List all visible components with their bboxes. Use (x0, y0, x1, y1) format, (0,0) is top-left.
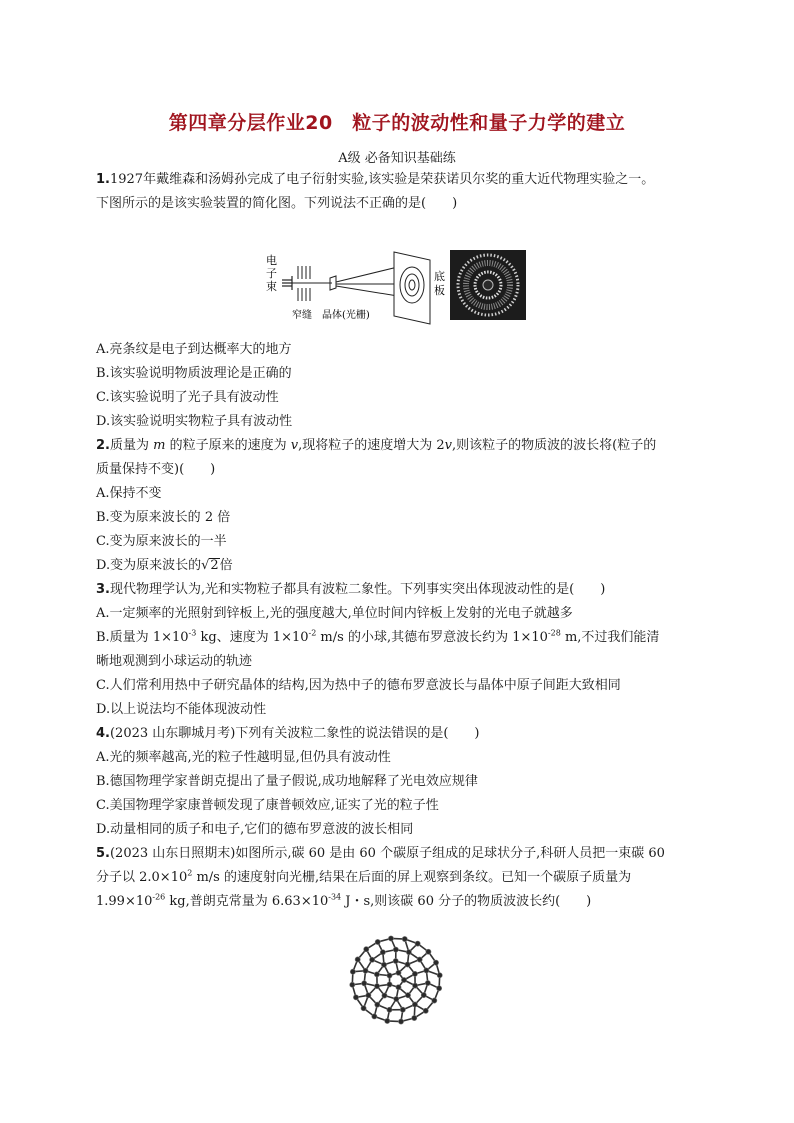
c60-atom (412, 971, 417, 976)
c60-atom (372, 1014, 377, 1019)
q3-option-d: D.以上说法均不能体现波动性 (96, 702, 267, 717)
q4-option-d: D.动量相同的质子和电子,它们的德布罗意波的波长相同 (96, 822, 414, 837)
q2-option-d: D.变为原来波长的√2倍 (96, 558, 233, 573)
c60-atom (393, 958, 398, 963)
c60-atom (353, 995, 358, 1000)
c60-atom (387, 1007, 392, 1012)
c60-atom (400, 1007, 405, 1012)
screen-plate (394, 252, 430, 324)
q4-stem (96, 724, 480, 744)
q5-stem-text: J・s,则该碳 60 分子的物质波波长约( ) (341, 894, 592, 909)
c60-atom (396, 970, 401, 975)
c60-atom (381, 962, 386, 967)
q5-stem-line3 (96, 892, 591, 912)
fig-label-base1: 底 (434, 270, 445, 283)
q1-stem-line1 (96, 170, 654, 190)
q2-var-v: v (444, 438, 452, 453)
c60-atom (401, 977, 406, 982)
c60-atom (402, 936, 407, 941)
c60-atom (393, 947, 398, 952)
q3-stem-text: 现代物理学认为,光和实物粒子都具有波粒二象性。下列事实突出体现波动性的是( ) (109, 582, 606, 597)
exponent: 2 (187, 868, 193, 878)
q3-number: 3. (96, 582, 110, 597)
c60-atom (382, 993, 387, 998)
q1-stem-line2: 下图所示的是该实验装置的简化图。下列说法不正确的是( ) (96, 196, 458, 211)
c60-atom (413, 983, 418, 988)
c60-atom (388, 936, 393, 941)
q4-number: 4. (96, 726, 110, 741)
c60-atom (396, 985, 401, 990)
c60-atom (412, 1015, 417, 1020)
q5-stem-text: (2023 山东日照期末)如图所示,碳 60 是由 60 个碳原子组成的足球状分子,科研人员把一束碳 60 (109, 846, 665, 861)
c60-atom (426, 949, 431, 954)
fig-label-electron1: 电 (266, 254, 277, 267)
c60-atom (362, 981, 367, 986)
q1-option-c: C.该实验说明了光子具有波动性 (96, 390, 279, 405)
c60-atom (417, 957, 422, 962)
q5-stem-line2 (96, 868, 631, 888)
fig-label-electron2: 子 (266, 267, 277, 280)
q2-stem-text: ,现将粒子的速度增大为 2 (298, 438, 445, 453)
q3-optb-text: B.质量为 1×10 (96, 630, 189, 645)
q5-stem-text: kg,普朗克常量为 6.63×10 (165, 894, 329, 909)
exponent: -3 (188, 628, 197, 638)
q2-optd-text: D.变为原来波长的 (96, 558, 202, 573)
c60-atom (363, 968, 368, 973)
q3-optb-text: m,不过我们能清 (560, 630, 660, 645)
exponent: -2 (308, 628, 317, 638)
q2-stem-text: 质量为 (109, 438, 154, 453)
q3-option-b-line2: 晰地观测到小球运动的轨迹 (96, 654, 253, 669)
q2-optd-text: 倍 (219, 558, 233, 573)
c60-atom (433, 960, 438, 965)
q5-stem-text: m/s 的速度射向光栅,结果在后面的屏上观察到条纹。已知一个碳原子质量为 (192, 870, 632, 885)
fig-label-crystal: 晶体(光栅) (322, 310, 370, 321)
exponent: -34 (328, 892, 342, 902)
c60-atom (375, 939, 380, 944)
electron-gun (282, 276, 292, 290)
fig-label-base2: 板 (434, 284, 445, 297)
c60-atom (350, 982, 355, 987)
q2-stem-text: ,则该粒子的物质波的波长将(粒子的 (451, 438, 657, 453)
q4-option-b: B.德国物理学家普朗克提出了量子假说,成功地解释了光电效应规律 (96, 774, 478, 789)
c60-atom (374, 984, 379, 989)
c60-atom (385, 1018, 390, 1023)
q1-stem1: 1927年戴维森和汤姆孙完成了电子衍射实验,该实验是荣获诺贝尔奖的重大近代物理实验之一。 (109, 172, 655, 187)
fig-label-slit: 窄缝 (292, 310, 312, 321)
c60-molecule-figure (344, 930, 448, 1030)
c60-atom (350, 969, 355, 974)
q2-var-m: m (153, 438, 166, 453)
q5-stem-line1 (96, 844, 665, 864)
q3-option-c: C.人们常利用热中子研究晶体的结构,因为热中子的德布罗意波长与晶体中原子间距大致相同 (96, 678, 621, 693)
q2-option-b: B.变为原来波长的 2 倍 (96, 510, 231, 525)
c60-atom (355, 957, 360, 962)
c60-atom (387, 973, 392, 978)
c60-atom (380, 950, 385, 955)
q4-option-c: C.美国物理学家康普顿发现了康普顿效应,证实了光的粒子性 (96, 798, 439, 813)
section-level: A级 必备知识基础练 (338, 151, 456, 166)
q3-option-a: A.一定频率的光照射到锌板上,光的强度越大,单位时间内锌板上发射的光电子就越多 (96, 606, 573, 621)
electron-diffraction-figure (262, 246, 532, 326)
c60-atom (374, 972, 379, 977)
c60-atom (405, 993, 410, 998)
q5-number: 5. (96, 846, 110, 861)
c60-bonds (350, 936, 443, 1024)
q5-stem-text: 分子以 2.0×10 (96, 870, 188, 885)
q4-option-a: A.光的频率越高,光的粒子性越明显,但仍具有波动性 (96, 750, 391, 765)
q1-number: 1. (96, 172, 110, 187)
exponent: -28 (547, 628, 561, 638)
c60-atom (398, 1019, 403, 1024)
q1-option-a: A.亮条纹是电子到达概率大的地方 (96, 342, 292, 357)
q1-option-b: B.该实验说明物质波理论是正确的 (96, 366, 292, 381)
c60-atom (361, 1006, 366, 1011)
c60-atom (437, 986, 442, 991)
q3-optb-text: m/s 的小球,其德布罗意波长约为 1×10 (316, 630, 548, 645)
q2-stem-line1 (96, 436, 656, 456)
q3-optb-text: kg、速度为 1×10 (196, 630, 309, 645)
c60-atom (412, 1002, 417, 1007)
c60-atom (406, 950, 411, 955)
photo-center (483, 280, 493, 290)
c60-atom (370, 957, 375, 962)
c60-atom (405, 962, 410, 967)
q2-option-a: A.保持不变 (96, 486, 162, 501)
c60-atom (364, 947, 369, 952)
q1-option-d: D.该实验说明实物粒子具有波动性 (96, 414, 293, 429)
q2-option-c: C.变为原来波长的一半 (96, 534, 227, 549)
c60-atom (394, 996, 399, 1001)
c60-atom (421, 992, 426, 997)
q5-stem-text: 1.99×10 (96, 894, 153, 909)
c60-atom (437, 973, 442, 978)
c60-atom (424, 968, 429, 973)
c60-atom (432, 998, 437, 1003)
c60-atom (415, 941, 420, 946)
q2-var-v: v (290, 438, 299, 453)
c60-atom (387, 982, 392, 987)
c60-atom (425, 980, 430, 985)
c60-atom (375, 1002, 380, 1007)
sqrt-radicand: 2 (210, 558, 219, 573)
q3-option-b (96, 628, 659, 648)
q2-stem-text: 的粒子原来的速度为 (165, 438, 291, 453)
q4-stem-text: (2023 山东聊城月考)下列有关波粒二象性的说法错误的是( ) (109, 726, 480, 741)
q2-number: 2. (96, 438, 110, 453)
exponent: -26 (152, 892, 166, 902)
c60-atom (423, 1008, 428, 1013)
q2-stem-line2: 质量保持不变)( ) (96, 462, 216, 477)
q3-stem (96, 580, 605, 600)
c60-atom (366, 993, 371, 998)
fig-label-electron3: 束 (266, 280, 277, 293)
page-title: 第四章分层作业20 粒子的波动性和量子力学的建立 (168, 112, 626, 134)
